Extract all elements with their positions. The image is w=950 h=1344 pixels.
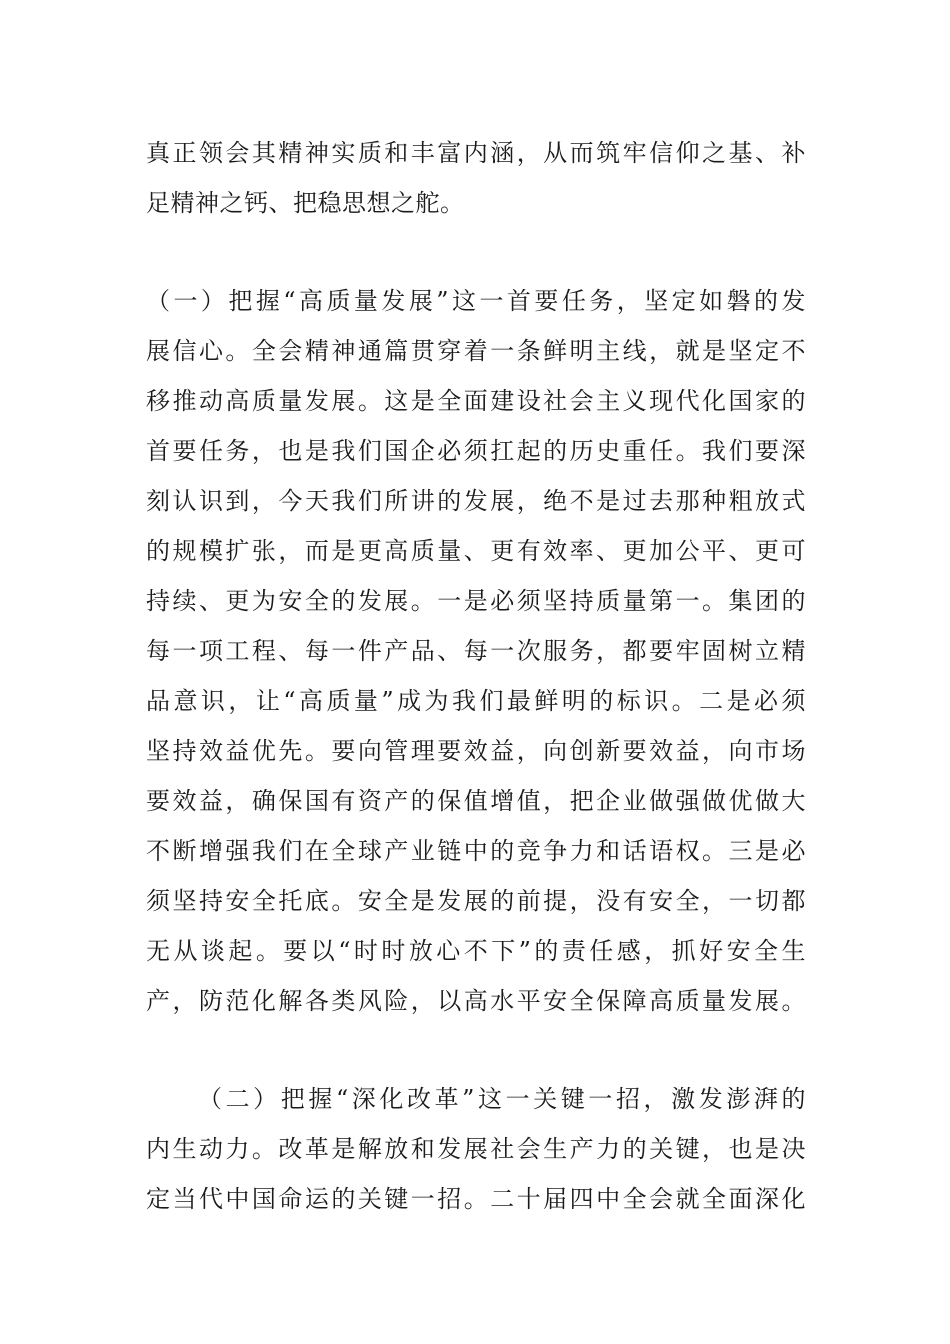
section-one-line-5: 刻认识到，今天我们所讲的发展，绝不是过去那种粗放式 bbox=[146, 487, 806, 515]
section-one-line-11: 要效益，确保国有资产的保值增值，把企业做强做优做大 bbox=[146, 787, 806, 815]
section-one-line-6: 的规模扩张，而是更高质量、更有效率、更加公平、更可 bbox=[146, 537, 806, 565]
section-one-line-9: 品意识，让“高质量”成为我们最鲜明的标识。二是必须 bbox=[146, 687, 806, 715]
section-one-line-14: 无从谈起。要以“时时放心不下”的责任感，抓好安全生 bbox=[146, 937, 806, 965]
section-one-line-7: 持续、更为安全的发展。一是必须坚持质量第一。集团的 bbox=[146, 587, 806, 615]
section-one-line-10: 坚持效益优先。要向管理要效益，向创新要效益，向市场 bbox=[146, 737, 806, 765]
section-two-line-2: 内生动力。改革是解放和发展社会生产力的关键，也是决 bbox=[146, 1135, 806, 1163]
section-one-line-2: 展信心。全会精神通篇贯穿着一条鲜明主线，就是坚定不 bbox=[146, 337, 806, 365]
section-one-line-12: 不断增强我们在全球产业链中的竞争力和话语权。三是必 bbox=[146, 837, 806, 865]
section-one-line-8: 每一项工程、每一件产品、每一次服务，都要牢固树立精 bbox=[146, 637, 806, 665]
section-one-line-15: 产，防范化解各类风险，以高水平安全保障高质量发展。 bbox=[146, 987, 806, 1015]
intro-line-1: 真正领会其精神实质和丰富内涵，从而筑牢信仰之基、补 bbox=[146, 139, 806, 167]
section-one-line-3: 移推动高质量发展。这是全面建设社会主义现代化国家的 bbox=[146, 387, 806, 415]
section-one-heading-line: （一）把握“高质量发展”这一首要任务，坚定如磐的发 bbox=[146, 287, 806, 315]
intro-line-2: 足精神之钙、把稳思想之舵。 bbox=[146, 189, 465, 217]
section-one-line-13: 须坚持安全托底。安全是发展的前提，没有安全，一切都 bbox=[146, 887, 806, 915]
section-two-line-3: 定当代中国命运的关键一招。二十届四中全会就全面深化 bbox=[146, 1185, 806, 1213]
section-one-line-4: 首要任务，也是我们国企必须扛起的历史重任。我们要深 bbox=[146, 437, 806, 465]
section-two-heading-line: （二）把握“深化改革”这一关键一招，激发澎湃的 bbox=[198, 1085, 806, 1113]
